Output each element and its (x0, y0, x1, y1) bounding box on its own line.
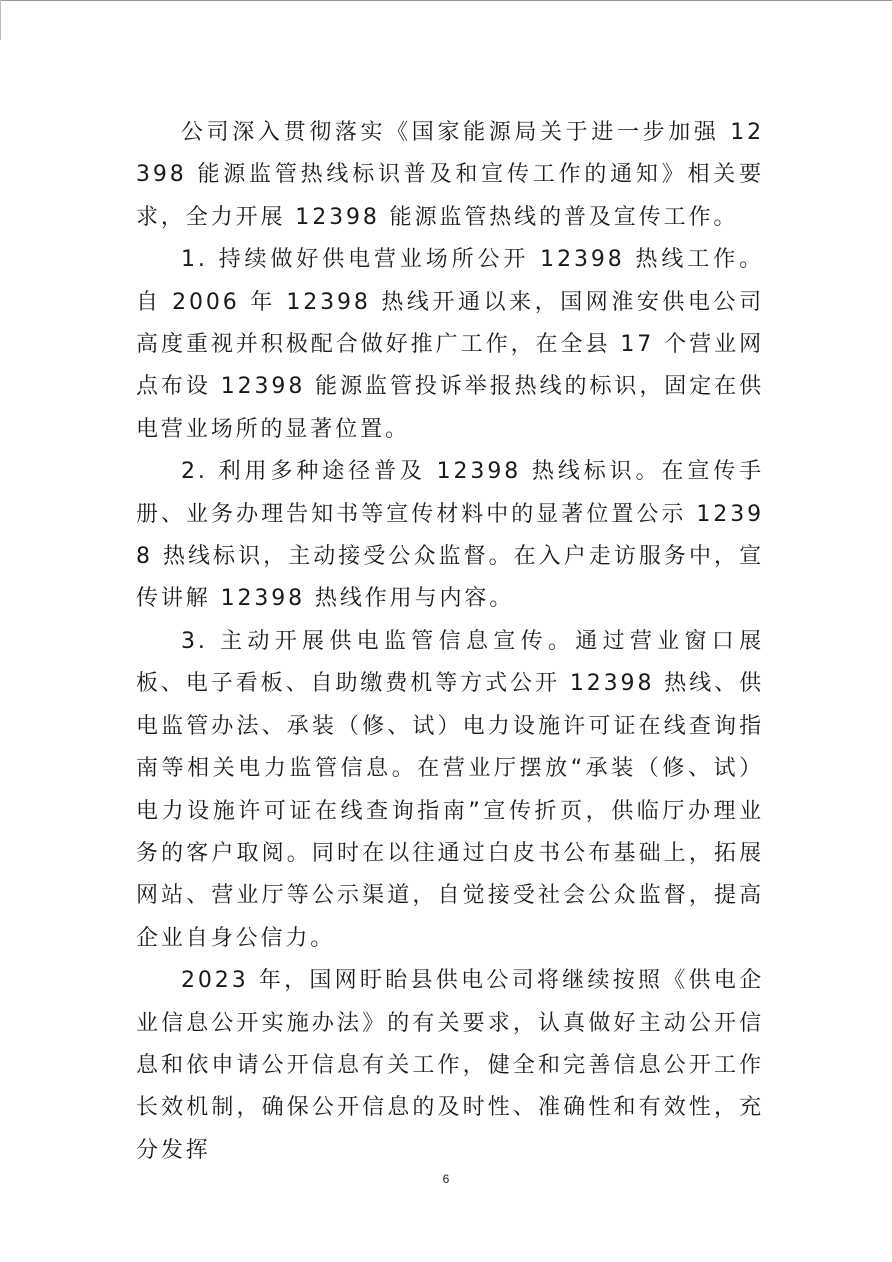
paragraph-intro: 公司深入贯彻落实《国家能源局关于进一步加强 12398 能源监管热线标识普及和宣传工作的通知》相关要求，全力开展 12398 能源监管热线的普及宣传工作。 (136, 120, 764, 230)
paragraph-item-3: 3. 主动开展供电监管信息宣传。通过营业窗口展板、电子看板、自助缴费机等方式公开 12398 热线、供电监管办法、承装（修、试）电力设施许可证在线查询指南等相关电力监管信息。在营业厅摆放“承装（修、试）电力设施许可证在线查询指南”宣传折页，供临厅办理业务的客户取阅。同时在以往通过白皮书公布基础上，拓展网站、营业厅等公示渠道，自觉接受社会公众监督，提高企业自身公信力。 (136, 628, 764, 951)
paragraph-item-2: 2. 利用多种途径普及 12398 热线标识。在宣传手册、业务办理告知书等宣传材料中的显著位置公示 12398 热线标识，主动接受公众监督。在入户走访服务中，宣传讲解 12398 热线作用与内容。 (136, 459, 764, 612)
document-body (136, 112, 764, 1172)
page-left-edge (0, 0, 1, 40)
paragraph-item-1: 1. 持续做好供电营业场所公开 12398 热线工作。自 2006 年 12398 热线开通以来，国网淮安供电公司高度重视并积极配合做好推广工作，在全县 17 个营业网点布设 12398 能源监管投诉举报热线的标识，固定在供电营业场所的显著位置。 (136, 247, 764, 442)
page-number: 6 (442, 1172, 450, 1186)
page-top-edge (0, 0, 892, 1)
paragraph-2023-plan: 2023 年，国网盱眙县供电公司将继续按照《供电企业信息公开实施办法》的有关要求，认真做好主动公开信息和依申请公开信息有关工作，健全和完善信息公开工作长效机制，确保公开信息的及时性、准确性和有效性，充分发挥 (136, 968, 764, 1163)
